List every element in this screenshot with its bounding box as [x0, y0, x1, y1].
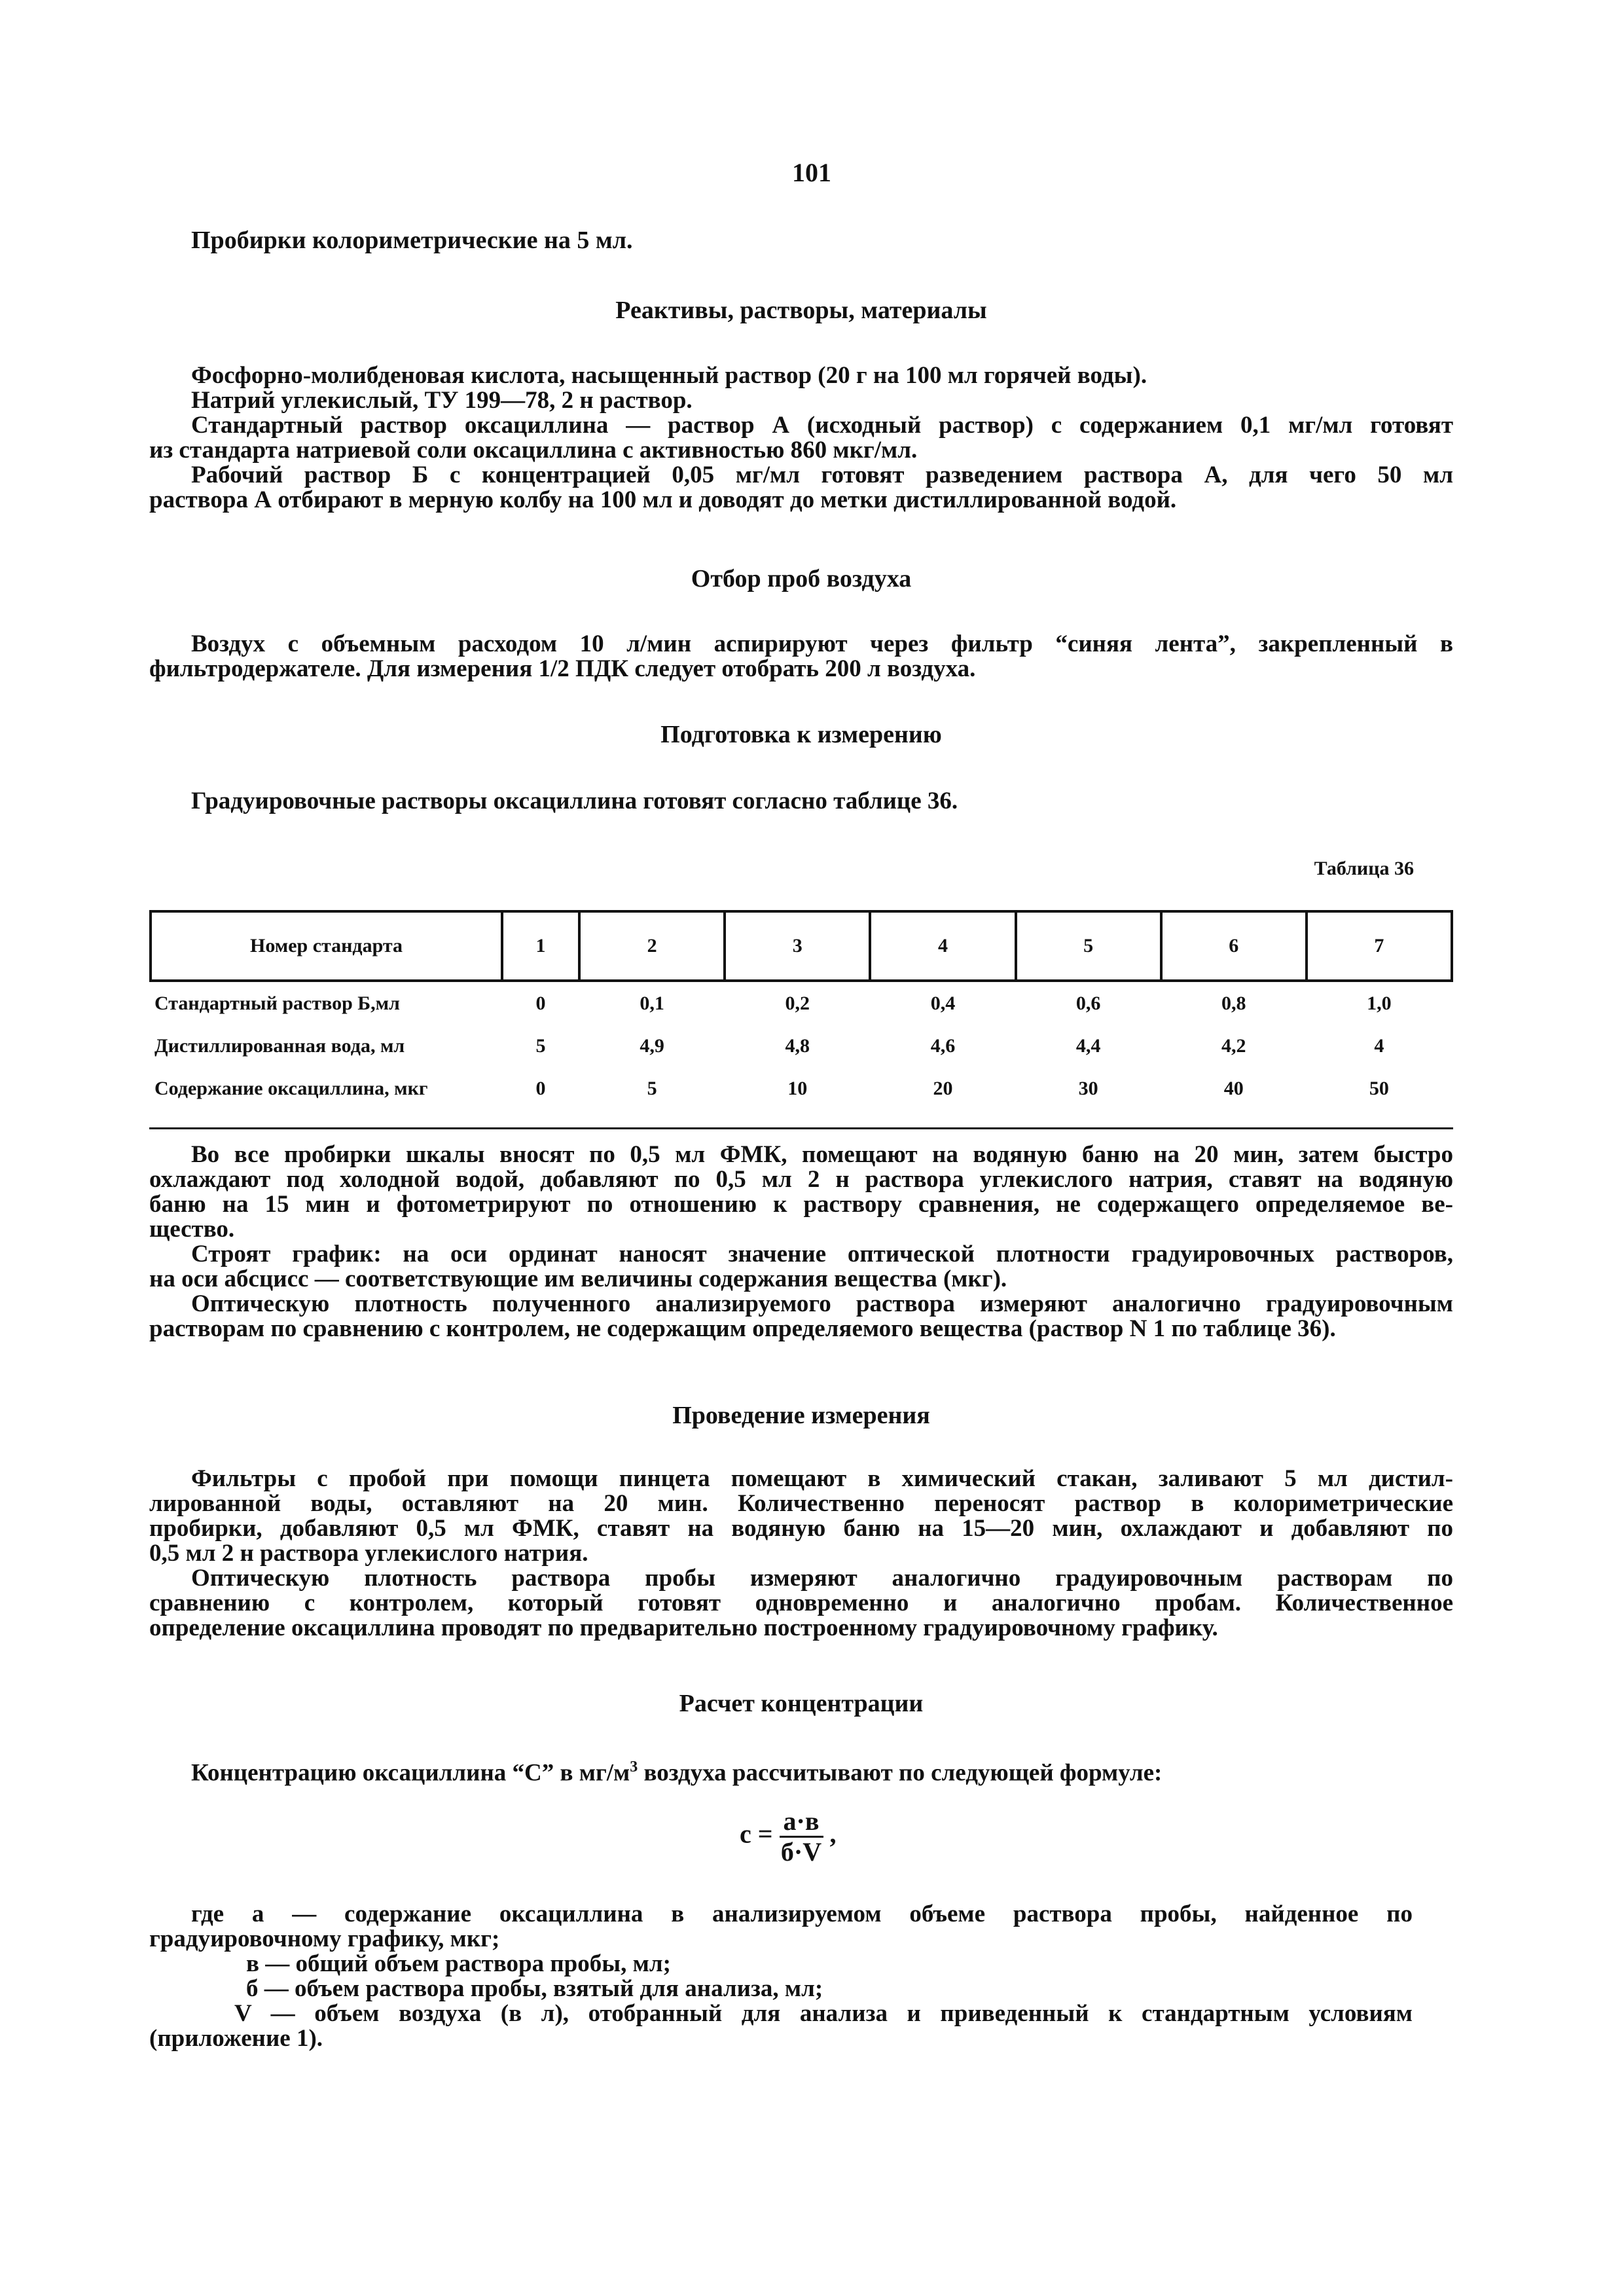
calculation-intro-superscript: 3: [630, 1758, 638, 1776]
table-row-label: Стандартный раствор Б,мл: [154, 992, 400, 1014]
sampling-text: [149, 632, 1453, 682]
after-table-line: на оси абсцисс — соответствующие им величины содержания вещества (мкг).: [149, 1266, 1007, 1292]
calculation-intro-after: воздуха рассчитывают по следующей формуле:: [638, 1759, 1163, 1787]
formula-denominator: б·V: [780, 1837, 822, 1867]
definition-line: градуировочному графику, мкг;: [149, 1925, 500, 1952]
measurement-line: лированной воды, оставляют на 20 мин. Количественно переносят раствор в колориметрические: [149, 1490, 1453, 1517]
measurement-line: Фильтры с пробой при помощи пинцета помещают в химический стакан, заливают 5 мл дистил-: [191, 1465, 1453, 1492]
after-table-line: Оптическую плотность полученного анализируемого раствора измеряют аналогично градуировочным: [191, 1290, 1453, 1317]
measurement-line: Оптическую плотность раствора пробы измеряют аналогично градуировочным растворам по: [191, 1565, 1453, 1592]
table-cell: 0: [535, 992, 546, 1014]
table-col-header: 1: [502, 911, 579, 981]
definition-line: V — объем воздуха (в л), отобранный для анализа и приведенный к стандартным условиям: [234, 2000, 1413, 2027]
reagents-line: Фосфорно-молибденовая кислота, насыщенный раствор (20 г на 100 мл горячей воды).: [191, 362, 1147, 389]
formula-lhs: с =: [740, 1819, 773, 1849]
table-cell: 0,1: [640, 992, 664, 1014]
after-table-line: баню на 15 мин и фотометрируют по отношению к раствору сравнения, не содержащего определяемое ве-: [149, 1191, 1453, 1218]
table-caption: Таблица 36: [1314, 858, 1414, 879]
measurement-line: сравнению с контролем, который готовят одновременно и аналогично пробам. Количественное: [149, 1590, 1453, 1616]
table-cell: 5: [535, 1034, 546, 1057]
heading-sampling: Отбор проб воздуха: [691, 565, 912, 592]
table-col-header: 7: [1307, 911, 1452, 981]
table-cell: 0,8: [1221, 992, 1246, 1014]
table-cell: 5: [647, 1077, 657, 1099]
table-cell: 50: [1369, 1077, 1389, 1099]
measurement-line: пробирки, добавляют 0,5 мл ФМК, ставят на водяную баню на 15—20 мин, охлаждают и добавляют по: [149, 1515, 1453, 1542]
definition-line: (приложение 1).: [149, 2025, 323, 2052]
heading-preparation: Подготовка к измерению: [660, 721, 942, 748]
table-cell: 1,0: [1367, 992, 1392, 1014]
sampling-line: фильтродержателе. Для измерения 1/2 ПДК следует отобрать 200 л воздуха.: [149, 655, 976, 682]
table-cell: 30: [1078, 1077, 1098, 1099]
intro-line: Пробирки колориметрические на 5 мл.: [191, 227, 633, 254]
table-col-header: 2: [579, 911, 725, 981]
definition-line: где а — содержание оксациллина в анализируемом объеме раствора пробы, найденное по: [191, 1901, 1413, 1927]
after-table-line: растворам по сравнению с контролем, не содержащим определяемого вещества (раствор N 1 по таблице 36).: [149, 1315, 1336, 1342]
table-cell: 0: [535, 1077, 546, 1099]
after-table-text: [149, 1142, 1453, 1341]
reagents-text: [149, 363, 1453, 513]
calculation-intro: [149, 1755, 1453, 1785]
concentration-formula: [740, 1807, 837, 1867]
reagents-line: Натрий углекислый, ТУ 199—78, 2 н раствор.: [191, 387, 693, 414]
formula-numerator: а·в: [780, 1807, 823, 1838]
measurement-line: определение оксациллина проводят по предварительно построенному градуировочному графику.: [149, 1614, 1218, 1641]
table-bottom-rule: [149, 1127, 1453, 1129]
preparation-line: Градуировочные растворы оксациллина готовят согласно таблице 36.: [191, 788, 958, 814]
calculation-intro-line: [149, 1755, 1453, 1785]
definition-line: б — объем раствора пробы, взятый для анализа, мл;: [246, 1975, 823, 2002]
page-number: 101: [792, 158, 831, 187]
table-cell: 4,6: [930, 1034, 956, 1057]
table-row-label: Дистиллированная вода, мл: [154, 1034, 405, 1057]
table-cell: 10: [787, 1077, 808, 1099]
table-col-header: 3: [725, 911, 870, 981]
heading-calculation: Расчет концентрации: [679, 1690, 924, 1717]
after-table-line: щество.: [149, 1216, 235, 1243]
after-table-line: охлаждают под холодной водой, добавляют по 0,5 мл 2 н раствора углекислого натрия, ставят на водяную: [149, 1166, 1453, 1193]
table-row: [151, 981, 1452, 1025]
reagents-line: раствора А отбирают в мерную колбу на 100 мл и доводят до метки дистиллированной водой.: [149, 486, 1177, 513]
calculation-intro-before: Концентрацию оксациллина “С” в мг/м: [191, 1759, 630, 1787]
definition-line: в — общий объем раствора пробы, мл;: [246, 1950, 671, 1977]
table-header-label: Номер стандарта: [151, 911, 502, 981]
heading-measurement: Проведение измерения: [672, 1402, 930, 1429]
calibration-table: [149, 910, 1453, 1110]
measurement-line: 0,5 мл 2 н раствора углекислого натрия.: [149, 1540, 588, 1567]
table-cell: 4,4: [1075, 1034, 1101, 1057]
table-col-header: 4: [870, 911, 1015, 981]
table-col-header: 6: [1161, 911, 1307, 981]
reagents-line: Стандартный раствор оксациллина — раствор А (исходный раствор) с содержанием 0,1 мг/мл готовят: [191, 412, 1453, 439]
table-cell: 40: [1223, 1077, 1244, 1099]
table-cell: 4,2: [1221, 1034, 1246, 1057]
table-cell: 4,8: [785, 1034, 810, 1057]
table-cell: 0,2: [785, 992, 810, 1014]
table-cell: 4,9: [640, 1034, 664, 1057]
table-header-row: [151, 911, 1452, 981]
table-col-header: 5: [1016, 911, 1161, 981]
table-cell: 0,4: [930, 992, 956, 1014]
after-table-line: Во все пробирки шкалы вносят по 0,5 мл ФМК, помещают на водяную баню на 20 мин, затем быстро: [191, 1141, 1453, 1168]
table-cell: 20: [933, 1077, 953, 1099]
reagents-line: Рабочий раствор Б с концентрацией 0,05 мг/мл готовят разведением раствора А, для чего 50 мл: [191, 462, 1453, 488]
formula-fraction: [780, 1807, 823, 1867]
table-row: [151, 1067, 1452, 1110]
table-row: [151, 1025, 1452, 1067]
table-cell: 0,6: [1075, 992, 1101, 1014]
preparation-text: [149, 789, 1453, 814]
reagents-line: из стандарта натриевой соли оксациллина с активностью 860 мкг/мл.: [149, 437, 918, 464]
formula-tail: ,: [829, 1819, 837, 1849]
formula-definitions: [149, 1902, 1413, 2051]
heading-reagents: Реактивы, растворы, материалы: [615, 297, 987, 324]
after-table-line: Строят график: на оси ординат наносят значение оптической плотности градуировочных растворов,: [191, 1241, 1453, 1267]
sampling-line: Воздух с объемным расходом 10 л/мин аспирируют через фильтр “синяя лента”, закрепленный в: [191, 630, 1453, 657]
table-cell: 4: [1374, 1034, 1384, 1057]
table-row-label: Содержание оксациллина, мкг: [154, 1077, 428, 1099]
measurement-text: [149, 1467, 1453, 1641]
